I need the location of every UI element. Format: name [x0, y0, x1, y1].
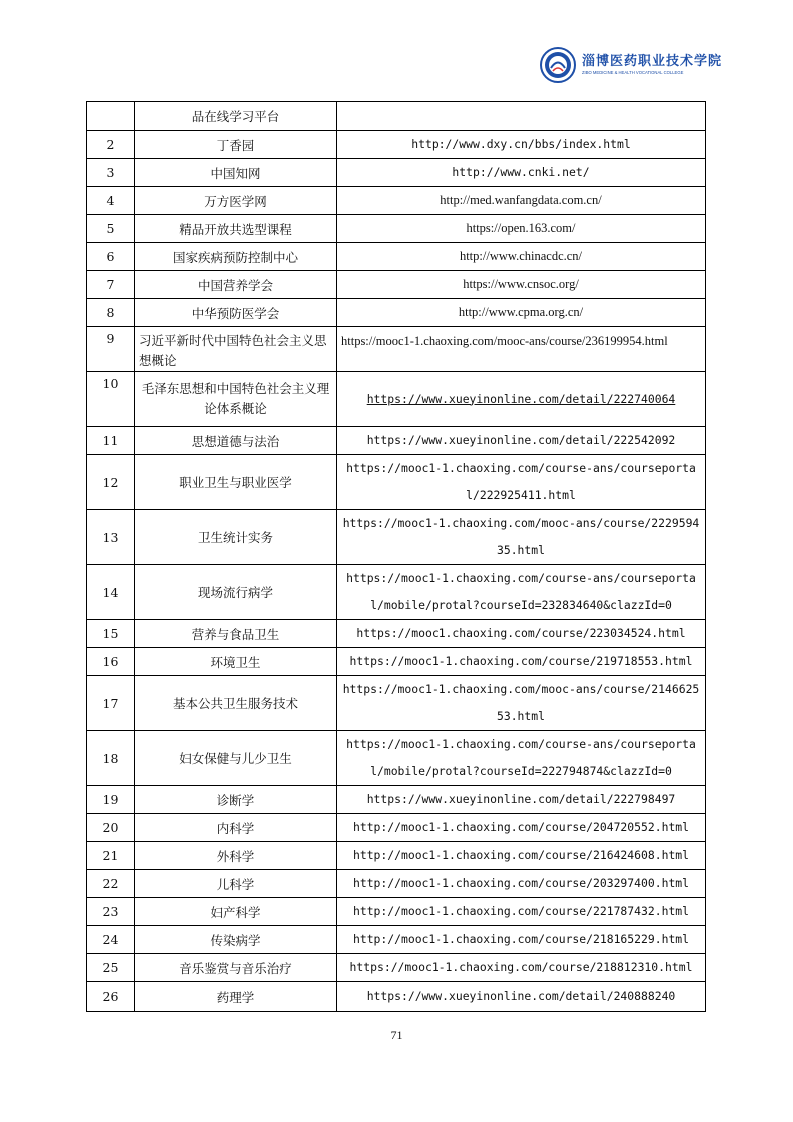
row-number: 19 [87, 786, 135, 814]
table-row [87, 187, 706, 215]
row-number: 15 [87, 620, 135, 648]
resource-url[interactable]: http://www.dxy.cn/bbs/index.html [337, 131, 706, 159]
resource-url[interactable]: http://med.wanfangdata.com.cn/ [337, 187, 706, 215]
row-number: 17 [87, 676, 135, 731]
resource-url[interactable]: http://www.cpma.org.cn/ [337, 299, 706, 327]
resource-url[interactable]: https://mooc1-1.chaoxing.com/mooc-ans/course/236199954.html [337, 327, 706, 372]
row-number: 16 [87, 648, 135, 676]
row-number: 21 [87, 842, 135, 870]
table-row [87, 814, 706, 842]
row-number: 4 [87, 187, 135, 215]
resource-name: 中国知网 [135, 159, 337, 187]
page-number: 71 [390, 1028, 403, 1042]
table-row [87, 870, 706, 898]
resource-name: 外科学 [135, 842, 337, 870]
table-row [87, 842, 706, 870]
college-logo [540, 46, 730, 84]
resource-name: 卫生统计实务 [135, 510, 337, 565]
resource-url[interactable]: https://mooc1-1.chaoxing.com/course/218812310.html [337, 954, 706, 982]
table-row [87, 271, 706, 299]
table-row [87, 565, 706, 620]
resource-name: 习近平新时代中国特色社会主义思想概论 [135, 327, 337, 372]
table-row [87, 427, 706, 455]
row-number: 11 [87, 427, 135, 455]
row-number: 13 [87, 510, 135, 565]
resource-url[interactable]: http://www.cnki.net/ [337, 159, 706, 187]
row-number: 7 [87, 271, 135, 299]
resource-url[interactable]: https://www.cnsoc.org/ [337, 271, 706, 299]
row-number: 5 [87, 215, 135, 243]
resource-name: 妇女保健与儿少卫生 [135, 731, 337, 786]
college-emblem-icon [540, 47, 576, 83]
table-row [87, 372, 706, 427]
table-row [87, 131, 706, 159]
row-number: 3 [87, 159, 135, 187]
college-name: 淄博医药职业技术学院 [582, 54, 723, 69]
resource-url[interactable]: https://mooc1.chaoxing.com/course/223034524.html [337, 620, 706, 648]
row-number: 23 [87, 898, 135, 926]
resource-url[interactable]: http://mooc1-1.chaoxing.com/course/216424608.html [337, 842, 706, 870]
row-number: 20 [87, 814, 135, 842]
resource-name: 精品开放共选型课程 [135, 215, 337, 243]
table-row [87, 159, 706, 187]
resource-url[interactable]: http://mooc1-1.chaoxing.com/course/204720552.html [337, 814, 706, 842]
table-row [87, 926, 706, 954]
resource-name: 基本公共卫生服务技术 [135, 676, 337, 731]
resource-url[interactable]: https://mooc1-1.chaoxing.com/course-ans/courseportal/mobile/protal?courseId=232834640&clazzId=0 [337, 565, 706, 620]
resource-url[interactable]: https://open.163.com/ [337, 215, 706, 243]
resource-url [337, 102, 706, 131]
row-number: 18 [87, 731, 135, 786]
resource-name: 国家疾病预防控制中心 [135, 243, 337, 271]
table-row [87, 731, 706, 786]
table-row [87, 786, 706, 814]
row-number [87, 102, 135, 131]
resource-name: 传染病学 [135, 926, 337, 954]
resource-name: 中华预防医学会 [135, 299, 337, 327]
resource-url[interactable]: https://www.xueyinonline.com/detail/222740064 [337, 372, 706, 427]
resource-name: 万方医学网 [135, 187, 337, 215]
resource-url[interactable]: https://mooc1-1.chaoxing.com/course-ans/courseportal/222925411.html [337, 455, 706, 510]
row-number: 2 [87, 131, 135, 159]
resource-name: 毛泽东思想和中国特色社会主义理论体系概论 [135, 372, 337, 427]
row-number: 6 [87, 243, 135, 271]
resource-table [86, 101, 706, 1012]
table-row [87, 243, 706, 271]
row-number: 12 [87, 455, 135, 510]
resource-url[interactable]: https://www.xueyinonline.com/detail/222798497 [337, 786, 706, 814]
row-number: 25 [87, 954, 135, 982]
resource-url[interactable]: https://mooc1-1.chaoxing.com/mooc-ans/course/214662553.html [337, 676, 706, 731]
row-number: 26 [87, 982, 135, 1012]
row-number: 9 [87, 327, 135, 372]
resource-name: 儿科学 [135, 870, 337, 898]
table-row [87, 102, 706, 131]
table-row [87, 954, 706, 982]
resource-name: 诊断学 [135, 786, 337, 814]
table-row [87, 510, 706, 565]
resource-name: 丁香园 [135, 131, 337, 159]
resource-url[interactable]: https://mooc1-1.chaoxing.com/course-ans/courseportal/mobile/protal?courseId=222794874&clazzId=0 [337, 731, 706, 786]
row-number: 8 [87, 299, 135, 327]
resource-url[interactable]: https://mooc1-1.chaoxing.com/mooc-ans/course/222959435.html [337, 510, 706, 565]
resource-name: 妇产科学 [135, 898, 337, 926]
resource-name: 职业卫生与职业医学 [135, 455, 337, 510]
table-row [87, 455, 706, 510]
row-number: 24 [87, 926, 135, 954]
resource-url[interactable]: http://mooc1-1.chaoxing.com/course/218165229.html [337, 926, 706, 954]
resource-name: 营养与食品卫生 [135, 620, 337, 648]
resource-name: 音乐鉴赏与音乐治疗 [135, 954, 337, 982]
table-row [87, 215, 706, 243]
table-row [87, 620, 706, 648]
row-number: 10 [87, 372, 135, 427]
table-row [87, 299, 706, 327]
table-row [87, 676, 706, 731]
row-number: 14 [87, 565, 135, 620]
resource-url[interactable]: https://www.xueyinonline.com/detail/240888240 [337, 982, 706, 1012]
resource-name: 环境卫生 [135, 648, 337, 676]
resource-name: 内科学 [135, 814, 337, 842]
table-row [87, 898, 706, 926]
college-name-en: ZIBO MEDICINE & HEALTH VOCATIONAL COLLEGE [582, 70, 684, 75]
resource-url[interactable]: http://www.chinacdc.cn/ [337, 243, 706, 271]
table-row [87, 982, 706, 1012]
resource-name: 中国营养学会 [135, 271, 337, 299]
table-row [87, 648, 706, 676]
resource-name: 思想道德与法治 [135, 427, 337, 455]
table-row [87, 327, 706, 372]
row-number: 22 [87, 870, 135, 898]
resource-name: 品在线学习平台 [135, 102, 337, 131]
resource-url[interactable]: https://www.xueyinonline.com/detail/222542092 [337, 427, 706, 455]
resource-name: 药理学 [135, 982, 337, 1012]
resource-name: 现场流行病学 [135, 565, 337, 620]
resource-url[interactable]: https://mooc1-1.chaoxing.com/course/219718553.html [337, 648, 706, 676]
resource-url[interactable]: http://mooc1-1.chaoxing.com/course/203297400.html [337, 870, 706, 898]
resource-url[interactable]: http://mooc1-1.chaoxing.com/course/221787432.html [337, 898, 706, 926]
